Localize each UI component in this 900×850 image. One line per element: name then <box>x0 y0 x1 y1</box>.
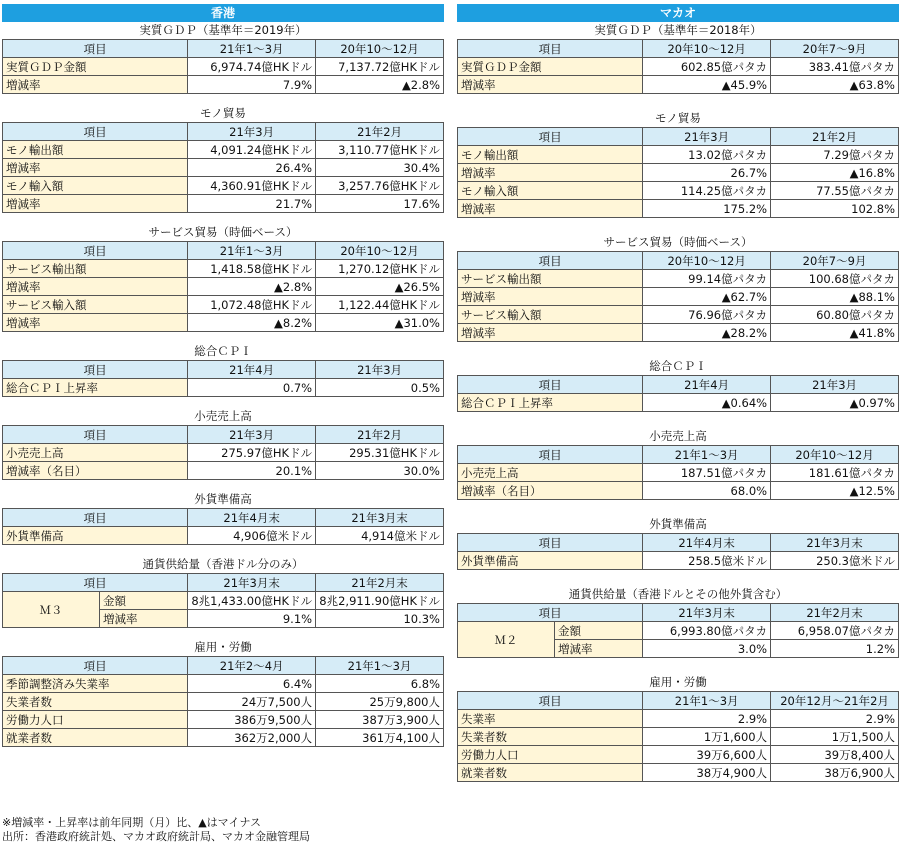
cell-value: 7.9% <box>188 76 316 94</box>
group-label: Ｍ２ <box>458 622 555 658</box>
column-header: 21年3月 <box>643 128 771 146</box>
hong-kong-column <box>2 4 444 747</box>
cell-value: ▲8.2% <box>188 314 316 332</box>
mo-cpi-title: 総合ＣＰＩ <box>649 359 707 373</box>
cell-value: 30.4% <box>316 159 444 177</box>
cell-value: 10.3% <box>316 610 444 628</box>
cell-value: 1.2% <box>771 640 899 658</box>
mo-reserves-title: 外貨準備高 <box>649 517 707 531</box>
table-row <box>3 729 444 747</box>
row-label: モノ輸入額 <box>458 182 643 200</box>
mo-gdp-title: 実質ＧＤＰ（基準年＝2018年） <box>594 23 762 37</box>
header-row <box>3 40 444 58</box>
cell-value: 8兆2,911.90億HKドル <box>316 592 444 610</box>
table-row <box>458 464 899 482</box>
cell-value: 39万6,600人 <box>643 746 771 764</box>
cell-value: ▲2.8% <box>188 278 316 296</box>
row-label: 外貨準備高 <box>458 552 643 570</box>
hk-money-title: 通貨供給量（香港ドル分のみ） <box>142 557 304 571</box>
cell-value: 6,993.80億パタカ <box>643 622 771 640</box>
hk-retail-table <box>2 425 444 480</box>
mo-money-title: 通貨供給量（香港ドルとその他外貨含む） <box>568 587 788 601</box>
column-header: 21年2～4月 <box>188 657 316 675</box>
table-row <box>3 141 444 159</box>
column-header: 項目 <box>3 426 188 444</box>
column-header: 21年1～3月 <box>188 242 316 260</box>
column-header: 21年3月末 <box>771 534 899 552</box>
hk-cpi-title: 総合ＣＰＩ <box>194 344 252 358</box>
cell-value: 602.85億パタカ <box>643 58 771 76</box>
cell-value: 102.8% <box>771 200 899 218</box>
table-row <box>3 314 444 332</box>
column-header: 20年12月～21年2月 <box>771 692 899 710</box>
header-row <box>3 426 444 444</box>
section-gap <box>2 332 444 343</box>
row-label: 小売売上高 <box>458 464 643 482</box>
section-gap <box>2 628 444 639</box>
cell-value: ▲41.8% <box>771 324 899 342</box>
row-label: 増減率 <box>458 76 643 94</box>
cell-value: 3,110.77億HKドル <box>316 141 444 159</box>
table-row <box>458 200 899 218</box>
row-label: 増減率 <box>3 278 188 296</box>
hk-reserves-table <box>2 508 444 545</box>
mo-goods-title: モノ貿易 <box>655 111 701 125</box>
table-row <box>3 177 444 195</box>
column-header: 21年2月 <box>316 123 444 141</box>
hk-retail-title: 小売売上高 <box>194 409 252 423</box>
row-label: 労働力人口 <box>458 746 643 764</box>
column-header: 項目 <box>458 128 643 146</box>
cell-value: ▲26.5% <box>316 278 444 296</box>
column-header: 21年3月 <box>316 361 444 379</box>
section-gap <box>2 94 444 105</box>
table-row <box>458 182 899 200</box>
cell-value: 24万7,500人 <box>188 693 316 711</box>
hk-gdp-table <box>2 39 444 94</box>
header-row <box>3 242 444 260</box>
cell-value: 175.2% <box>643 200 771 218</box>
table-row <box>3 462 444 480</box>
table-row <box>458 288 899 306</box>
row-label: 増減率 <box>458 288 643 306</box>
cell-value: 1万1,500人 <box>771 728 899 746</box>
table-row <box>3 444 444 462</box>
section-gap <box>457 218 899 234</box>
section-gap <box>457 570 899 586</box>
header-row <box>3 509 444 527</box>
cell-value: 39万8,400人 <box>771 746 899 764</box>
row-label: 就業者数 <box>458 764 643 782</box>
cell-value: ▲62.7% <box>643 288 771 306</box>
section-gap <box>2 397 444 408</box>
cell-value: 187.51億パタカ <box>643 464 771 482</box>
row-label: 総合ＣＰＩ上昇率 <box>3 379 188 397</box>
row-label: 増減率 <box>458 324 643 342</box>
row-label: モノ輸出額 <box>458 146 643 164</box>
column-header: 項目 <box>458 252 643 270</box>
cell-value: ▲16.8% <box>771 164 899 182</box>
row-label: サービス輸入額 <box>3 296 188 314</box>
cell-value: 60.80億パタカ <box>771 306 899 324</box>
hk-reserves-title: 外貨準備高 <box>194 492 252 506</box>
mo-money-table <box>457 603 899 658</box>
cell-value: ▲45.9% <box>643 76 771 94</box>
cell-value: 30.0% <box>316 462 444 480</box>
table-row <box>458 76 899 94</box>
cell-value: 7.29億パタカ <box>771 146 899 164</box>
column-header: 21年1～3月 <box>643 692 771 710</box>
cell-value: 20.1% <box>188 462 316 480</box>
row-label: 季節調整済み失業率 <box>3 675 188 693</box>
row-label: 増減率 <box>100 610 188 628</box>
column-header: 21年3月 <box>771 376 899 394</box>
cell-value: 0.7% <box>188 379 316 397</box>
hk-gdp-title: 実質ＧＤＰ（基準年＝2019年） <box>139 23 307 37</box>
table-row <box>3 260 444 278</box>
section-gap <box>457 412 899 428</box>
row-label: サービス輸出額 <box>3 260 188 278</box>
column-header: 項目 <box>458 604 643 622</box>
table-row <box>458 146 899 164</box>
cell-value: 1万1,600人 <box>643 728 771 746</box>
row-label: 労働力人口 <box>3 711 188 729</box>
column-header: 項目 <box>3 657 188 675</box>
row-label: モノ輸出額 <box>3 141 188 159</box>
table-row <box>3 693 444 711</box>
table-row <box>3 379 444 397</box>
cell-value: 3.0% <box>643 640 771 658</box>
cell-value: 1,122.44億HKドル <box>316 296 444 314</box>
mo-gdp-table <box>457 39 899 94</box>
cell-value: 13.02億パタカ <box>643 146 771 164</box>
cell-value: 6.8% <box>316 675 444 693</box>
row-label: サービス輸出額 <box>458 270 643 288</box>
column-header: 20年10～12月 <box>643 40 771 58</box>
table-row <box>3 592 444 610</box>
mo-reserves-table <box>457 533 899 570</box>
row-label: サービス輸入額 <box>458 306 643 324</box>
mo-services-title: サービス貿易（時価ベース） <box>603 235 753 249</box>
table-row <box>458 746 899 764</box>
table-row <box>458 324 899 342</box>
column-header: 項目 <box>458 446 643 464</box>
table-row <box>458 764 899 782</box>
column-header: 項目 <box>3 40 188 58</box>
footnote-source: 出所：香港政府統計処、マカオ政府統計局、マカオ金融管理局 <box>2 830 310 843</box>
header-row <box>3 574 444 592</box>
cell-value: 1,270.12億HKドル <box>316 260 444 278</box>
row-label: 増減率 <box>458 164 643 182</box>
row-label: 実質ＧＤＰ金額 <box>458 58 643 76</box>
section-gap <box>2 213 444 224</box>
row-label: 金額 <box>100 592 188 610</box>
cell-value: 1,418.58億HKドル <box>188 260 316 278</box>
header-row <box>3 361 444 379</box>
column-header: 21年3月末 <box>188 574 316 592</box>
cell-value: 6.4% <box>188 675 316 693</box>
column-header: 項目 <box>3 574 188 592</box>
column-header: 20年10～12月 <box>316 40 444 58</box>
section-gap <box>2 480 444 491</box>
column-header: 項目 <box>458 534 643 552</box>
row-label: モノ輸入額 <box>3 177 188 195</box>
cell-value: 3,257.76億HKドル <box>316 177 444 195</box>
column-header: 21年4月 <box>643 376 771 394</box>
cell-value: 8兆1,433.00億HKドル <box>188 592 316 610</box>
footnotes <box>2 816 310 844</box>
table-row <box>3 711 444 729</box>
hk-labor-title: 雇用・労働 <box>194 640 252 654</box>
table-row <box>458 270 899 288</box>
cell-value: 361万4,100人 <box>316 729 444 747</box>
mo-cpi-table <box>457 375 899 412</box>
column-header: 21年1～3月 <box>643 446 771 464</box>
hk-labor-table <box>2 656 444 747</box>
cell-value: 26.7% <box>643 164 771 182</box>
table-row <box>458 710 899 728</box>
row-label: 増減率 <box>555 640 643 658</box>
column-header: 21年4月 <box>188 361 316 379</box>
row-label: 失業者数 <box>3 693 188 711</box>
footnote-change-rate: ※増減率・上昇率は前年同期（月）比、▲はマイナス <box>2 816 262 829</box>
column-header: 21年4月末 <box>643 534 771 552</box>
column-header: 項目 <box>458 376 643 394</box>
column-header: 21年1～3月 <box>316 657 444 675</box>
cell-value: 181.61億パタカ <box>771 464 899 482</box>
cell-value: 250.3億米ドル <box>771 552 899 570</box>
hk-cpi-table <box>2 360 444 397</box>
header-row <box>458 604 899 622</box>
hk-region-header: 香港 <box>2 4 444 22</box>
cell-value: 2.9% <box>771 710 899 728</box>
table-row <box>458 552 899 570</box>
section-gap <box>457 500 899 516</box>
mo-region-header: マカオ <box>457 4 899 22</box>
header-row <box>458 376 899 394</box>
row-label: 実質ＧＤＰ金額 <box>3 58 188 76</box>
column-header: 項目 <box>3 242 188 260</box>
cell-value: 7,137.72億HKドル <box>316 58 444 76</box>
cell-value: ▲0.64% <box>643 394 771 412</box>
table-row <box>458 622 899 640</box>
row-label: 小売売上高 <box>3 444 188 462</box>
column-header: 21年2月末 <box>771 604 899 622</box>
column-header: 21年3月末 <box>643 604 771 622</box>
column-header: 21年3月 <box>188 426 316 444</box>
cell-value: 383.41億パタカ <box>771 58 899 76</box>
section-gap <box>457 94 899 110</box>
row-label: 就業者数 <box>3 729 188 747</box>
cell-value: 100.68億パタカ <box>771 270 899 288</box>
row-label: 増減率（名目） <box>3 462 188 480</box>
header-row <box>458 128 899 146</box>
cell-value: 25万9,800人 <box>316 693 444 711</box>
table-row <box>3 159 444 177</box>
cell-value: 4,906億米ドル <box>188 527 316 545</box>
cell-value: 275.97億HKドル <box>188 444 316 462</box>
column-header: 20年10～12月 <box>643 252 771 270</box>
header-row <box>3 123 444 141</box>
hk-money-table <box>2 573 444 628</box>
column-header: 項目 <box>3 509 188 527</box>
header-row <box>458 252 899 270</box>
column-header: 21年2月 <box>771 128 899 146</box>
column-header: 21年4月末 <box>188 509 316 527</box>
mo-retail-title: 小売売上高 <box>649 429 707 443</box>
header-row <box>458 446 899 464</box>
row-label: 失業率 <box>458 710 643 728</box>
mo-services-table <box>457 251 899 342</box>
column-header: 項目 <box>458 692 643 710</box>
cell-value: 386万9,500人 <box>188 711 316 729</box>
row-label: 増減率 <box>3 159 188 177</box>
cell-value: ▲2.8% <box>316 76 444 94</box>
cell-value: 77.55億パタカ <box>771 182 899 200</box>
mo-labor-title: 雇用・労働 <box>649 675 707 689</box>
table-row <box>3 58 444 76</box>
column-header: 20年7～9月 <box>771 40 899 58</box>
cell-value: 6,958.07億パタカ <box>771 622 899 640</box>
row-label: 増減率 <box>3 76 188 94</box>
header-row <box>458 40 899 58</box>
row-label: 増減率 <box>3 195 188 213</box>
row-label: 増減率 <box>458 200 643 218</box>
mo-labor-table <box>457 691 899 782</box>
hk-services-title: サービス貿易（時価ベース） <box>148 225 298 239</box>
row-label: 失業者数 <box>458 728 643 746</box>
cell-value: 38万4,900人 <box>643 764 771 782</box>
cell-value: ▲31.0% <box>316 314 444 332</box>
row-label: 総合ＣＰＩ上昇率 <box>458 394 643 412</box>
section-gap <box>2 545 444 556</box>
header-row <box>458 534 899 552</box>
cell-value: 38万6,900人 <box>771 764 899 782</box>
cell-value: 4,091.24億HKドル <box>188 141 316 159</box>
cell-value: ▲88.1% <box>771 288 899 306</box>
cell-value: 17.6% <box>316 195 444 213</box>
cell-value: 258.5億米ドル <box>643 552 771 570</box>
hk-goods-table <box>2 122 444 213</box>
macau-column <box>457 4 899 782</box>
table-row <box>3 296 444 314</box>
cell-value: 387万3,900人 <box>316 711 444 729</box>
cell-value: 295.31億HKドル <box>316 444 444 462</box>
hk-services-table <box>2 241 444 332</box>
cell-value: 1,072.48億HKドル <box>188 296 316 314</box>
column-header: 21年3月 <box>188 123 316 141</box>
cell-value: 68.0% <box>643 482 771 500</box>
table-row <box>3 675 444 693</box>
column-header: 21年3月末 <box>316 509 444 527</box>
row-label: 外貨準備高 <box>3 527 188 545</box>
column-header: 21年2月末 <box>316 574 444 592</box>
section-gap <box>457 342 899 358</box>
cell-value: ▲63.8% <box>771 76 899 94</box>
table-row <box>458 58 899 76</box>
cell-value: 4,360.91億HKドル <box>188 177 316 195</box>
cell-value: 21.7% <box>188 195 316 213</box>
cell-value: 362万2,000人 <box>188 729 316 747</box>
table-row <box>458 164 899 182</box>
cell-value: 6,974.74億HKドル <box>188 58 316 76</box>
header-row <box>458 692 899 710</box>
mo-retail-table <box>457 445 899 500</box>
table-row <box>458 728 899 746</box>
table-row <box>458 394 899 412</box>
cell-value: 114.25億パタカ <box>643 182 771 200</box>
cell-value: 99.14億パタカ <box>643 270 771 288</box>
header-row <box>3 657 444 675</box>
table-row <box>3 278 444 296</box>
cell-value: 2.9% <box>643 710 771 728</box>
cell-value: 4,914億米ドル <box>316 527 444 545</box>
column-header: 項目 <box>3 123 188 141</box>
row-label: 増減率 <box>3 314 188 332</box>
column-header: 21年1～3月 <box>188 40 316 58</box>
column-header: 20年10～12月 <box>316 242 444 260</box>
section-gap <box>457 658 899 674</box>
row-label: 増減率（名目） <box>458 482 643 500</box>
column-header: 項目 <box>3 361 188 379</box>
column-header: 項目 <box>458 40 643 58</box>
cell-value: ▲12.5% <box>771 482 899 500</box>
cell-value: ▲28.2% <box>643 324 771 342</box>
table-row <box>3 76 444 94</box>
mo-goods-table <box>457 127 899 218</box>
group-label: Ｍ３ <box>3 592 100 628</box>
hk-goods-title: モノ貿易 <box>200 106 246 120</box>
row-label: 金額 <box>555 622 643 640</box>
cell-value: 0.5% <box>316 379 444 397</box>
table-row <box>458 306 899 324</box>
table-row <box>458 482 899 500</box>
table-row <box>3 195 444 213</box>
table-row <box>3 527 444 545</box>
cell-value: 76.96億パタカ <box>643 306 771 324</box>
cell-value: 9.1% <box>188 610 316 628</box>
cell-value: 26.4% <box>188 159 316 177</box>
column-header: 21年2月 <box>316 426 444 444</box>
column-header: 20年10～12月 <box>771 446 899 464</box>
column-header: 20年7～9月 <box>771 252 899 270</box>
cell-value: ▲0.97% <box>771 394 899 412</box>
